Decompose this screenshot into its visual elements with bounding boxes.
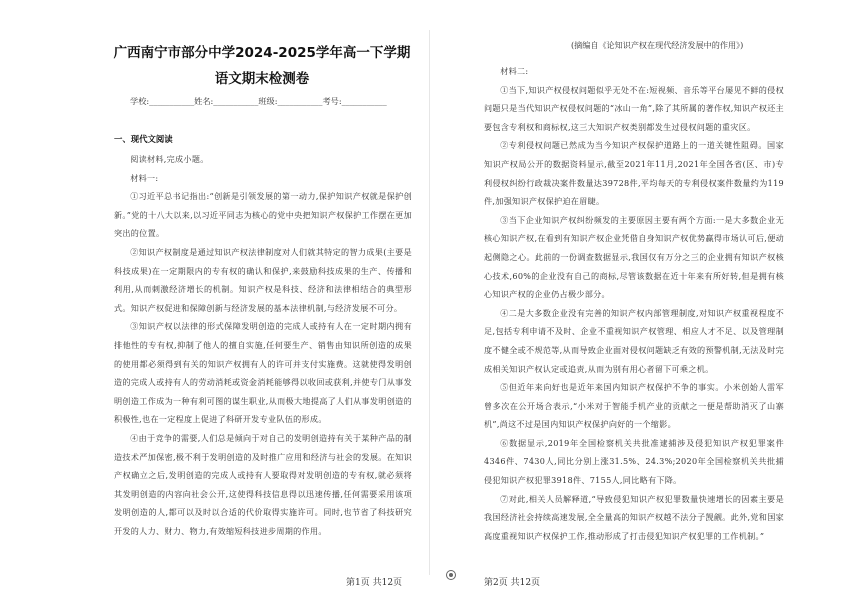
material1-label: 材料一: xyxy=(130,172,159,183)
material1-paragraph-3: ③知识产权以法律的形式保障发明创造的完成人或持有人在一定时期内拥有排他性的专有权,抑制了他人的擅自实施,任何要生产、销售由知识所创造的成果的使用都必须得到有关的知识产权拥有人的许可并支付实施费。这就使得发明创造的完成人或持有人的劳动消耗或资金消耗能够得以收回或获利,并使专门从事发明创造工作成为一种有利可图的谋生职业,从而极大地提高了人们从事发明创造的积极性,也在一定程度上促进了科研开发专业队伍的形成。 xyxy=(114,321,412,425)
material1-paragraph-1: ①习近平总书记指出:“创新是引领发展的第一动力,保护知识产权就是保护创新。”党的十八大以来,以习近平同志为核心的党中央把知识产权保护工作摆在更加突出的位置。 xyxy=(114,191,412,239)
material1-source: (摘编自《论知识产权在现代经济发展中的作用》) xyxy=(571,40,744,50)
page-number-left: 第1页 共12页 xyxy=(346,578,403,588)
instruction-text: 阅读材料,完成小题。 xyxy=(130,154,209,164)
material2-label: 材料二: xyxy=(500,66,529,76)
exam-title: 广西南宁市部分中学2024-2025学年高一下学期语文期末检测卷 xyxy=(113,45,411,87)
material1-paragraph-2: ②知识产权制度是通过知识产权法律制度对人们就其特定的智力成果(主要是科技成果)在一定期限内的专有权的确认和保护,来鼓励科技成果的生产、传播和利用,从而刺激经济增长的机制。知识产权是科技、经济和法律相结合的典型形式。知识产权促进和保障创新与经济发展的基本法律机制,与经济发展不可分。 xyxy=(114,246,412,313)
material2-paragraph-5: ⑤但近年来向好也是近年来国内知识产权保护不争的事实。小米创始人雷军曾多次在公开场合表示,“小米对于智能手机产业的贡献之一便是帮助消灭了山寨机”,尚这不过是国内知识产权保护向好的一个缩影。 xyxy=(484,382,784,430)
page-number-right: 第2页 共12页 xyxy=(484,578,541,588)
section1-body xyxy=(114,150,412,540)
student-info-line: 学校:___________姓名:___________班级:___________考号:___________ xyxy=(130,96,387,106)
material2-paragraph-4: ④二是大多数企业没有完善的知识产权内部管理制度,对知识产权重视程度不足,包括专利申请不及时、企业不重视知识产权管理、相应人才不足、以及管理制度不健全或不规范等,从而导致企业面对侵权问题缺乏有效的预警机制,无法及时完成相关知识产权认定或追责,从而为别有用心者留下可乘之机。 xyxy=(484,307,784,374)
material2-body xyxy=(484,62,784,545)
material1-paragraph-4: ④由于竞争的需要,人们总是倾向于对自己的发明创造持有关于某种产品的制造技术严加保密,极不利于发明创造的及时推广应用和经济与社会的发展。在知识产权确立之后,发明创造的完成人或持有人要取得对发明创造的专有权,就必须将其发明创造的内容向社会公开,这使得科技信息得以迅速传播,任何需要采用该项发明创造的人,都可以及时以合适的代价取得实施许可。同时,也节省了科技研究开发的人力、财力、物力,有效缩短科技进步周期的作用。 xyxy=(114,432,412,536)
section-heading: 一、现代文阅读 xyxy=(114,134,173,144)
material2-paragraph-1: ①当下,知识产权侵权问题似乎无处不在:短视频、音乐等平台屡见不鲜的侵权问题只是当代知识产权侵权问题的“冰山一角”,除了其所属的著作权,知识产权还主要包含专利权和商标权,这三大知识产权类别都发生过侵权问题的重灾区。 xyxy=(484,84,785,132)
material2-paragraph-3: ③当下企业知识产权纠纷频发的主要原因主要有两个方面:一是大多数企业无核心知识产权,在看到有知识产权企业凭借自身知识产权优势赢得市场认可后,便动起侧隐之心。此前的一份调查数据显示,我国仅有万分之三的企业拥有知识产权核心技术,60%的企业没有自己的商标,尽管该数据在近十年来有所好转,但是拥有核心知识产权的企业仍占极少部分。 xyxy=(484,214,784,300)
material2-paragraph-2: ②专利侵权问题已然成为当今知识产权保护道路上的一道关键性阻碍。国家知识产权局公开的数据资料显示,截至2021年11月,2021年全国各省(区、市)专利侵权纠纷行政裁决案件数量达39728件,平均每天的专利侵权案件数量约为119件,加强知识产权保护迫在眉睫。 xyxy=(484,140,784,207)
material2-paragraph-6: ⑥数据显示,2019年全国检察机关共批准逮捕涉及侵犯知识产权犯罪案件4346件、7430人,同比分别上涨31.5%、24.3%;2020年全国检察机关共批捕侵犯知识产权犯罪3918件、7155人,同比略有下降。 xyxy=(484,437,784,486)
material2-paragraph-7: ⑦对此,相关人员解释道,“导致侵犯知识产权犯罪数量快速增长的因素主要是我国经济社会持续高速发展,全全量高的知识产权越不法分子觊觎。此外,党和国家高度重视知识产权保护工作,推动形成了打击侵犯知识产权犯罪的工作机制。” xyxy=(484,493,784,541)
